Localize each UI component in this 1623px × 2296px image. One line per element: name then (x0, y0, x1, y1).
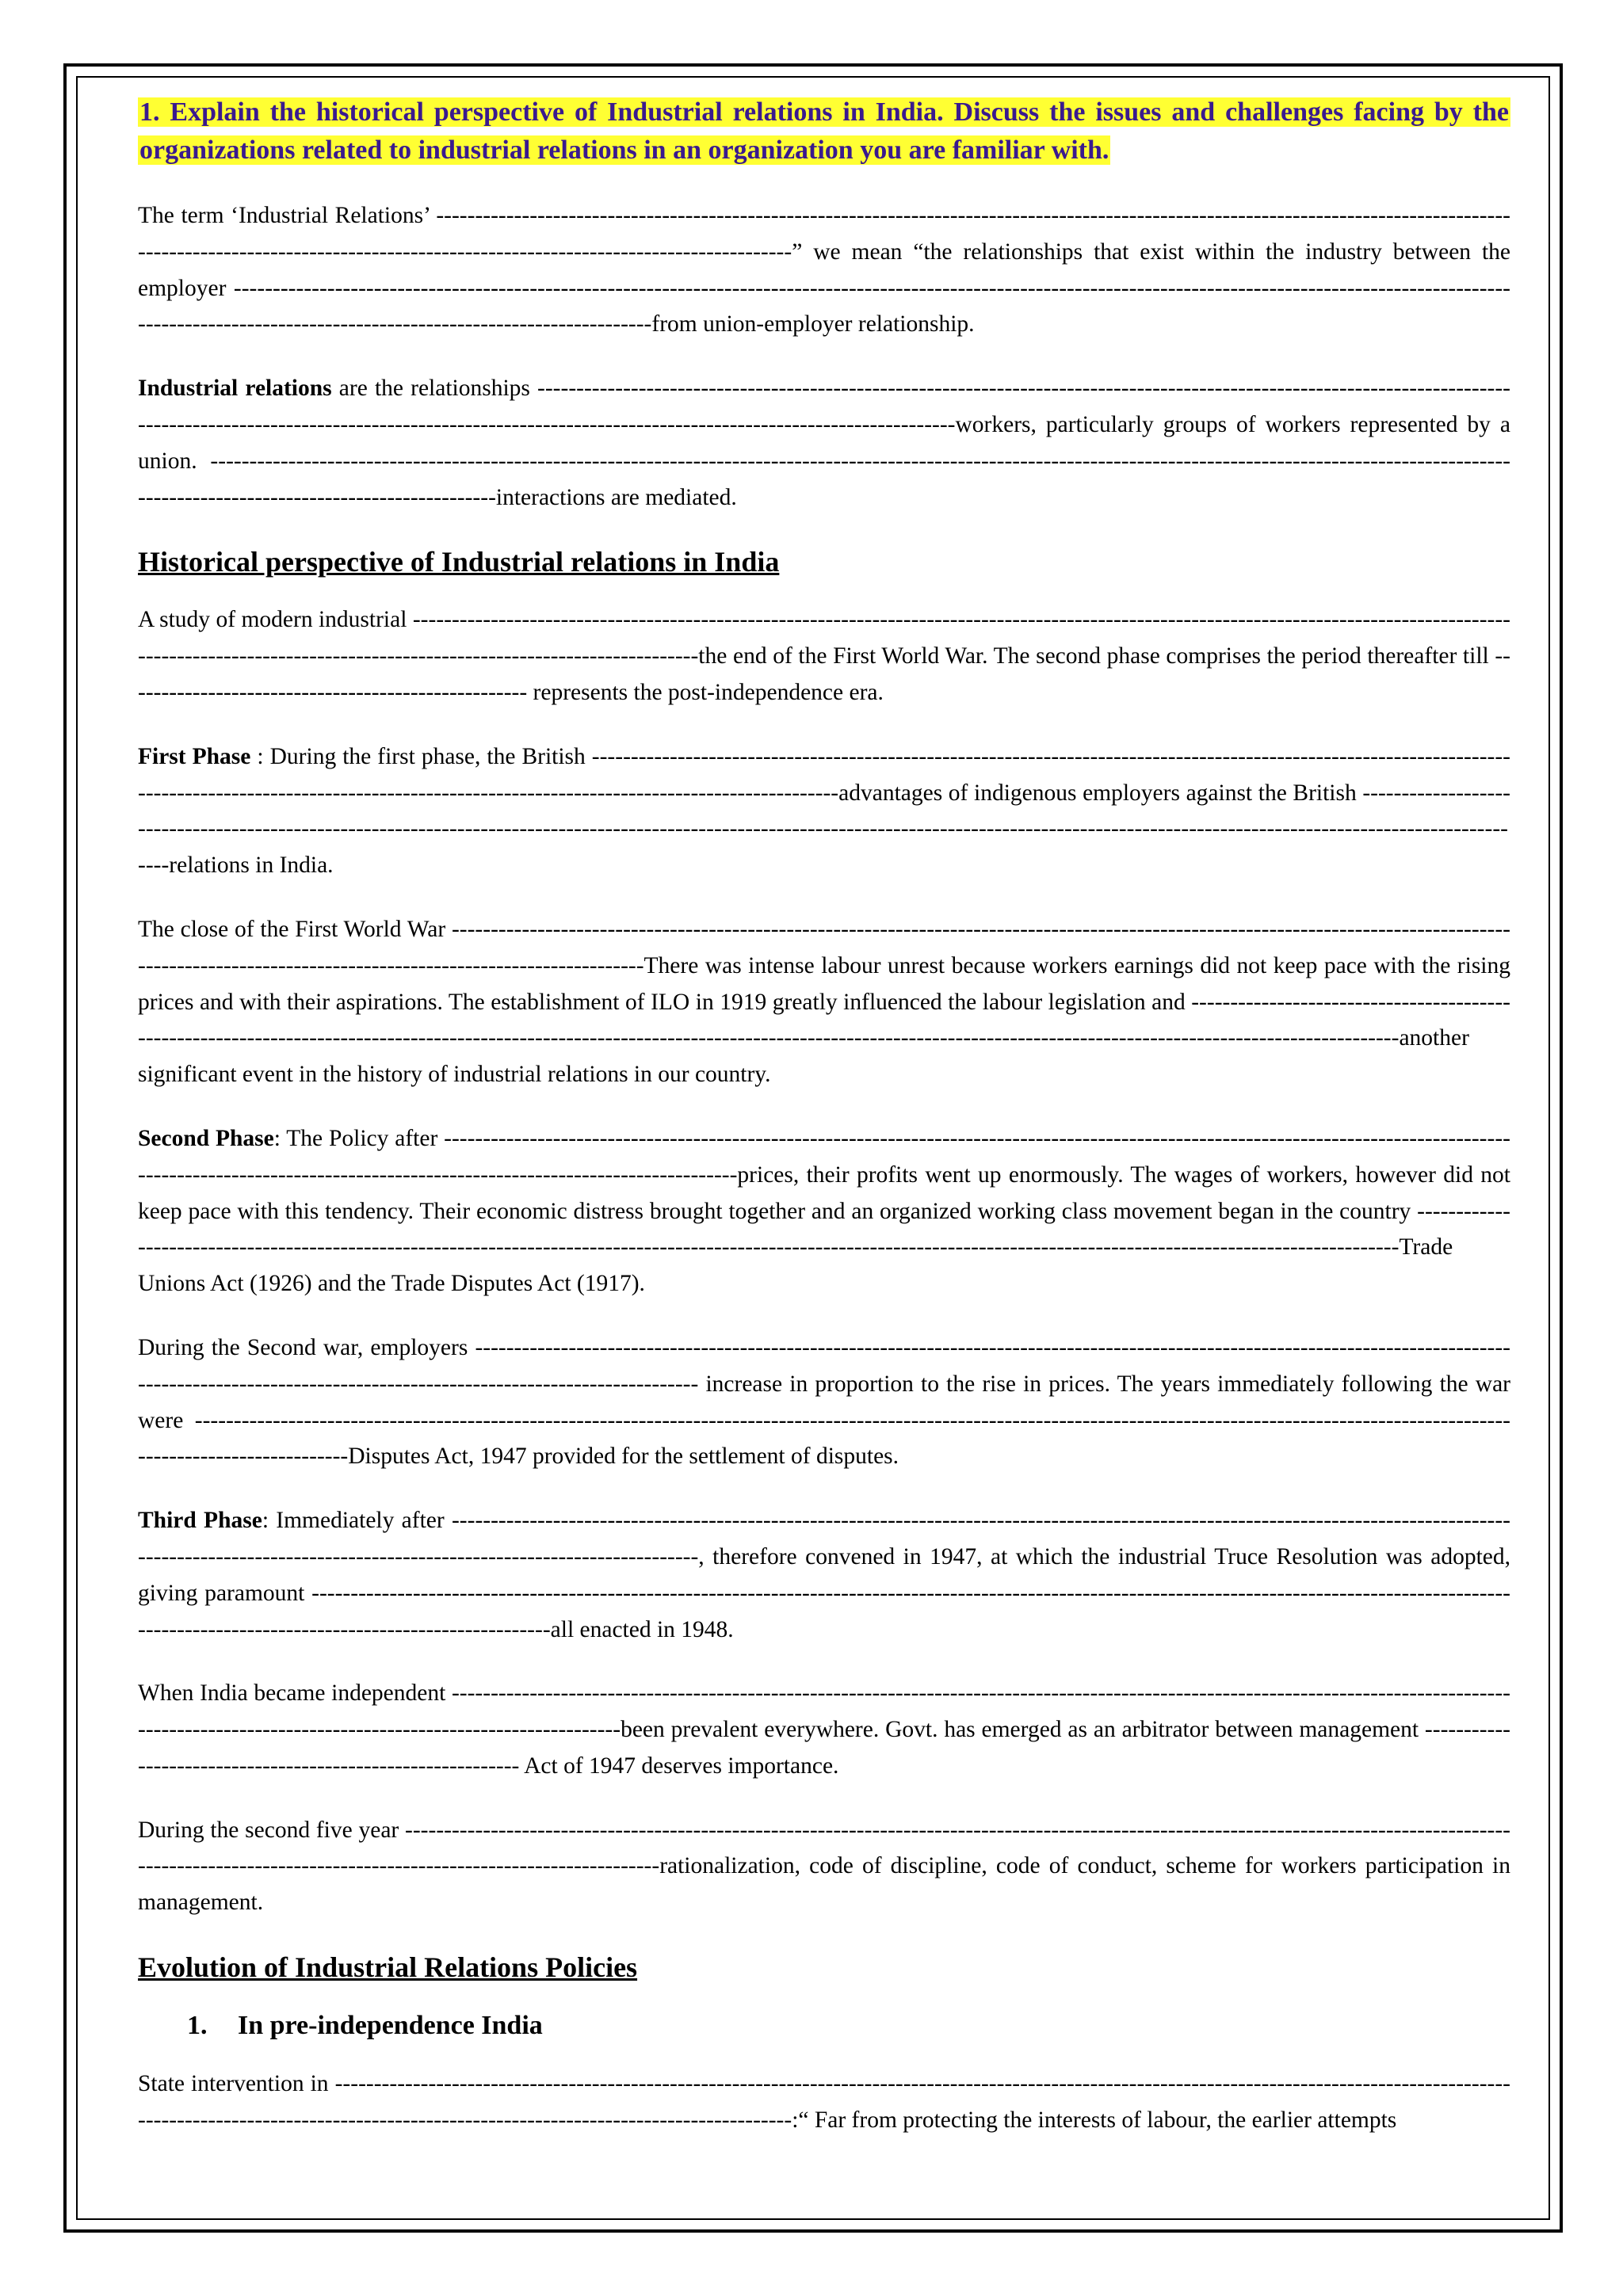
section-heading-evolution: Evolution of Industrial Relations Policies (138, 1951, 638, 1984)
paragraph-five-year: During the second five year -----------------------------------------------------------------------------------------------------------------------------------------------------------------------------------------------------------------rationalization, code of discipline, code of conduct, scheme for workers participation in management. (138, 1817, 1510, 1916)
question-heading (138, 93, 1510, 170)
paragraph-lead: Second Phase (138, 1125, 274, 1151)
subsection-heading-pre-independence (187, 2008, 1510, 2044)
question-text: 1. Explain the historical perspective of Industrial relations in India. Discuss the issues and challenges facing by the organizations related to industrial relations in an organization you are familiar with. (139, 97, 1509, 165)
paragraph-term-definition: The term ‘Industrial Relations’ ------------------------------------------------------------------------------------------------------------------------------------------------------------------------------------------------------------------------------” we mean “the relationships that exist within the industry between the employer --------------------------------------------------------------------------------------------------------------------------------------------------------------------------------------------------------------------------------------from union-employer relationship. (138, 203, 1510, 338)
paragraph-industrial-relations (138, 371, 1510, 516)
paragraph-lead: Industrial relations (138, 376, 332, 402)
paragraph-state-intervention: State intervention in -------------------------------------------------------------------------------------------------------------------------------------------------------------------------------------------------------------------------------------------:“ Far from protecting the interests of labour, the earlier attempts (138, 2071, 1510, 2133)
paragraph-lead: Third Phase (138, 1508, 262, 1534)
subsection-title: In pre-independence India (238, 2011, 543, 2041)
document-body (138, 93, 1510, 2217)
paragraph-second-phase (138, 1121, 1510, 1302)
paragraph-first-phase (138, 739, 1510, 884)
paragraph-lead: First Phase (138, 743, 251, 769)
paragraph-text: : During the first phase, the British ----------------------------------------------------------------------------------------------------------------------------------------------------------------------------------------------------------------advantages of indigenous employers against the British -------------------------------------------------------------------------------------------------------------------------------------------------------------------------------------------------------relations in India. (138, 743, 1510, 879)
paragraph-third-phase (138, 1503, 1510, 1648)
paragraph-text: : Immediately after ----------------------------------------------------------------------------------------------------------------------------------------------------------------------------------------------------------------, therefore convened in 1947, at which the industrial Truce Resolution was adopted, giving paramount ---------------------------------------------------------------------------------------------------------------------------------------------------------------------------------------------------------------all enacted in 1948. (138, 1508, 1510, 1642)
paragraph-second-war: During the Second war, employers ------------------------------------------------------------------------------------------------------------------------------------------------------------------------------------------------------------- increase in proportion to the rise in prices. The years immediately following the war were ----------------------------------------------------------------------------------------------------------------------------------------------------------------------------------------------------Disputes Act, 1947 provided for the settlement of disputes. (138, 1334, 1510, 1470)
subsection-number: 1. (187, 2011, 208, 2041)
paragraph-study: A study of modern industrial ---------------------------------------------------------------------------------------------------------------------------------------------------------------------------------------------------------------------the end of the First World War. The second phase comprises the period thereafter till ---------------------------------------------------- represents the post-independence era. (138, 607, 1510, 705)
section-heading-historical: Historical perspective of Industrial relations in India (138, 546, 780, 578)
paragraph-text: : The Policy after ----------------------------------------------------------------------------------------------------------------------------------------------------------------------------------------------------------------------prices, their profits went up enormously. The wages of workers, however did not keep pace with this tendency. Their economic distress brought together and an organized working class movement began in the country ------------------------------------------------------------------------------------------------------------------------------------------------------------------------------Trade Unions Act (1926) and the Trade Disputes Act (1917). (138, 1125, 1510, 1297)
paragraph-independence: When India became independent ------------------------------------------------------------------------------------------------------------------------------------------------------------------------------------------------------been prevalent everywhere. Govt. has emerged as an arbitrator between management ------------------------------------------------------------ Act of 1947 deserves importance. (138, 1680, 1510, 1779)
paragraph-text: are the relationships --------------------------------------------------------------------------------------------------------------------------------------------------------------------------------------------------------------------------------------workers, particularly groups of workers represented by a union. ---------------------------------------------------------------------------------------------------------------------------------------------------------------------------------------------------------------------interactions are mediated. (138, 376, 1510, 510)
paragraph-first-world-war: The close of the First World War ---------------------------------------------------------------------------------------------------------------------------------------------------------------------------------------------------------There was intense labour unrest because workers earnings did not keep pace with the rising prices and with their aspirations. The establishment of ILO in 1919 greatly influenced the labour legislation and -----------------------------------------------------------------------------------------------------------------------------------------------------------------------------------------------------------another significant event in the history of industrial relations in our country. (138, 916, 1510, 1088)
